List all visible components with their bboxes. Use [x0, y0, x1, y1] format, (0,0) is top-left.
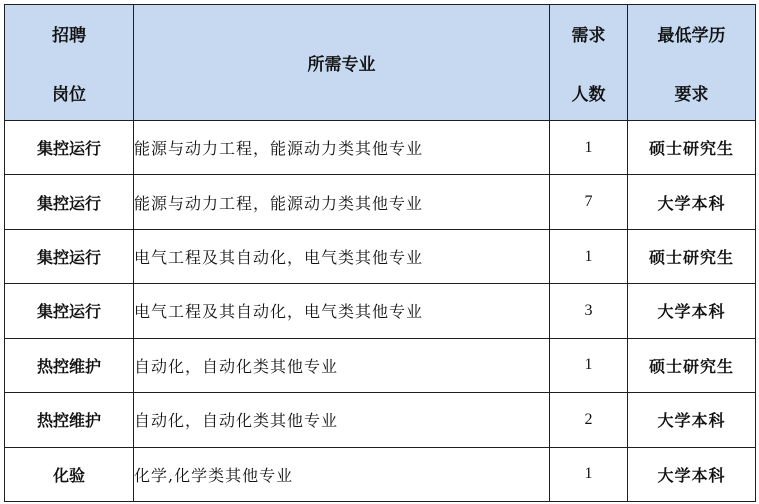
- cell-edu: 硕士研究生: [628, 229, 756, 283]
- header-row: [5, 5, 756, 121]
- table-row: [5, 229, 756, 283]
- cell-post: 集控运行: [5, 229, 134, 283]
- cell-post: 热控维护: [5, 393, 134, 447]
- cell-count: 7: [550, 175, 628, 229]
- cell-edu: 大学本科: [628, 284, 756, 338]
- cell-count: 1: [550, 447, 628, 501]
- cell-major: 电气工程及其自动化，电气类其他专业: [134, 284, 550, 338]
- cell-edu: 硕士研究生: [628, 338, 756, 392]
- table-body: [5, 121, 756, 502]
- header-post: [5, 5, 134, 121]
- cell-count: 1: [550, 338, 628, 392]
- header-edu-line2: 要求: [674, 84, 709, 105]
- cell-count: 1: [550, 121, 628, 175]
- table-row: [5, 121, 756, 175]
- table-row: [5, 175, 756, 229]
- cell-count: 2: [550, 393, 628, 447]
- table-row: [5, 284, 756, 338]
- cell-major: 自动化，自动化类其他专业: [134, 338, 550, 392]
- recruitment-table: [4, 4, 756, 502]
- header-edu-line1: 最低学历: [657, 25, 726, 46]
- cell-post: 集控运行: [5, 284, 134, 338]
- cell-edu: 大学本科: [628, 393, 756, 447]
- cell-edu: 大学本科: [628, 447, 756, 501]
- cell-edu: 大学本科: [628, 175, 756, 229]
- header-count: [550, 5, 628, 121]
- cell-post: 化验: [5, 447, 134, 501]
- header-edu: [628, 5, 756, 121]
- table-row: [5, 447, 756, 501]
- header-post-line2: 岗位: [52, 84, 86, 105]
- cell-post: 热控维护: [5, 338, 134, 392]
- cell-major: 能源与动力工程，能源动力类其他专业: [134, 175, 550, 229]
- cell-edu: 硕士研究生: [628, 121, 756, 175]
- cell-major: 化学,化学类其他专业: [134, 447, 550, 501]
- cell-count: 1: [550, 229, 628, 283]
- cell-major: 电气工程及其自动化，电气类其他专业: [134, 229, 550, 283]
- cell-major: 自动化，自动化类其他专业: [134, 393, 550, 447]
- cell-post: 集控运行: [5, 121, 134, 175]
- header-major: [134, 5, 550, 121]
- table-header: [5, 5, 756, 121]
- header-post-line1: 招聘: [52, 25, 86, 46]
- cell-post: 集控运行: [5, 175, 134, 229]
- header-count-line1: 需求: [571, 25, 606, 46]
- cell-count: 3: [550, 284, 628, 338]
- cell-major: 能源与动力工程，能源动力类其他专业: [134, 121, 550, 175]
- table-row: [5, 393, 756, 447]
- table-row: [5, 338, 756, 392]
- header-major-label: 所需专业: [307, 55, 376, 75]
- header-count-line2: 人数: [571, 84, 606, 105]
